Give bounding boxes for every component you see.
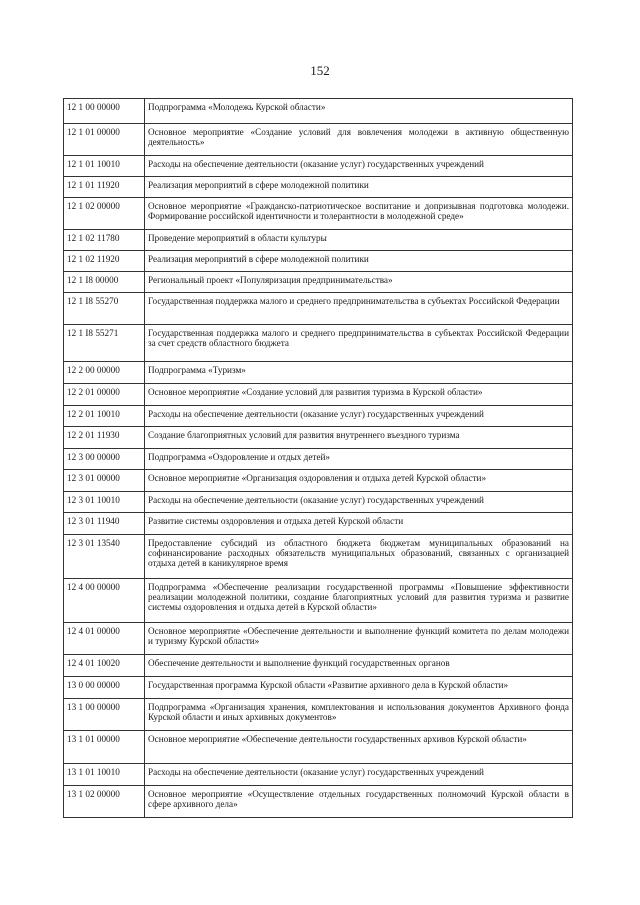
row-name: Расходы на обеспечение деятельности (оказание услуг) государственных учреждений (145, 156, 573, 177)
table-row (64, 699, 573, 731)
budget-classification-table (63, 98, 573, 818)
row-code: 12 1 02 00000 (64, 198, 145, 230)
table-row (64, 177, 573, 198)
row-code: 12 2 01 10010 (64, 406, 145, 427)
table-row (64, 362, 573, 384)
row-code: 12 3 01 13540 (64, 535, 145, 579)
table-row (64, 406, 573, 427)
row-name: Подпрограмма «Молодежь Курской области» (145, 99, 573, 124)
row-name: Основное мероприятие «Гражданско-патриотическое воспитание и допризывная подготовка молодежи. Формирование российской идентичности и толерантности в молодежной среде» (145, 198, 573, 230)
row-code: 13 1 00 00000 (64, 699, 145, 731)
row-code: 12 4 00 00000 (64, 579, 145, 623)
row-name: Предоставление субсидий из областного бюджета бюджетам муниципальных образований на софинансирование расходных обязательств муниципальных образований, связанных с организацией отдыха детей в каникулярное время (145, 535, 573, 579)
row-code: 12 4 01 00000 (64, 623, 145, 655)
row-code: 13 0 00 00000 (64, 677, 145, 699)
row-name: Основное мероприятие «Обеспечение деятельности и выполнение функций комитета по делам молодежи и туризму Курской области» (145, 623, 573, 655)
table-row (64, 198, 573, 230)
row-code: 12 3 00 00000 (64, 449, 145, 470)
row-code: 12 1 01 00000 (64, 124, 145, 156)
row-code: 12 1 02 11780 (64, 230, 145, 251)
table-row (64, 251, 573, 272)
table-row (64, 272, 573, 293)
table-row (64, 470, 573, 492)
table-row (64, 449, 573, 470)
table-row (64, 384, 573, 406)
row-name: Основное мероприятие «Осуществление отдельных государственных полномочий Курской области в сфере архивного дела» (145, 786, 573, 818)
row-code: 12 1 00 00000 (64, 99, 145, 124)
row-name: Государственная программа Курской области «Развитие архивного дела в Курской области» (145, 677, 573, 699)
table-row (64, 230, 573, 251)
table-row (64, 293, 573, 325)
row-code: 12 3 01 11940 (64, 513, 145, 535)
row-code: 12 1 I8 55271 (64, 325, 145, 362)
row-name: Расходы на обеспечение деятельности (оказание услуг) государственных учреждений (145, 406, 573, 427)
table-row (64, 492, 573, 513)
row-name: Региональный проект «Популяризация предпринимательства» (145, 272, 573, 293)
row-name: Реализация мероприятий в сфере молодежной политики (145, 251, 573, 272)
table-row (64, 156, 573, 177)
table-row (64, 623, 573, 655)
table-row (64, 677, 573, 699)
row-name: Реализация мероприятий в сфере молодежной политики (145, 177, 573, 198)
table-row (64, 786, 573, 818)
table-row (64, 513, 573, 535)
row-name: Основное мероприятие «Создание условий для развития туризма в Курской области» (145, 384, 573, 406)
row-code: 12 3 01 10010 (64, 492, 145, 513)
row-code: 12 1 I8 00000 (64, 272, 145, 293)
row-name: Подпрограмма «Организация хранения, комплектования и использования документов Архивного фонда Курской области и иных архивных документов» (145, 699, 573, 731)
row-code: 13 1 01 00000 (64, 731, 145, 764)
row-name: Подпрограмма «Обеспечение реализации государственной программы «Повышение эффективности реализации молодежной политики, создание благоприятных условий для развития туризма и развитие системы оздоровления и отдыха детей в Курской области» (145, 579, 573, 623)
row-name: Расходы на обеспечение деятельности (оказание услуг) государственных учреждений (145, 764, 573, 786)
table-row (64, 325, 573, 362)
table-row (64, 655, 573, 677)
table-row (64, 124, 573, 156)
row-code: 12 1 01 10010 (64, 156, 145, 177)
table-body (64, 99, 573, 818)
table-row (64, 764, 573, 786)
table-row (64, 535, 573, 579)
page-number: 152 (310, 63, 330, 78)
row-code: 13 1 02 00000 (64, 786, 145, 818)
row-name: Развитие системы оздоровления и отдыха детей Курской области (145, 513, 573, 535)
table-row (64, 731, 573, 764)
row-name: Проведение мероприятий в области культуры (145, 230, 573, 251)
table-row (64, 427, 573, 449)
row-name: Основное мероприятие «Организация оздоровления и отдыха детей Курской области» (145, 470, 573, 492)
row-name: Обеспечение деятельности и выполнение функций государственных органов (145, 655, 573, 677)
row-name: Создание благоприятных условий для развития внутреннего въездного туризма (145, 427, 573, 449)
row-code: 12 2 01 11930 (64, 427, 145, 449)
row-name: Основное мероприятие «Создание условий для вовлечения молодежи в активную общественную деятельность» (145, 124, 573, 156)
row-code: 12 1 I8 55270 (64, 293, 145, 325)
table-row (64, 99, 573, 124)
row-name: Основное мероприятие «Обеспечение деятельности государственных архивов Курской области» (145, 731, 573, 764)
row-code: 12 1 02 11920 (64, 251, 145, 272)
row-name: Подпрограмма «Оздоровление и отдых детей» (145, 449, 573, 470)
row-name: Государственная поддержка малого и среднего предпринимательства в субъектах Российской Федерации (145, 293, 573, 325)
row-name: Государственная поддержка малого и среднего предпринимательства в субъектах Российской Федерации за счет средств областного бюджета (145, 325, 573, 362)
row-code: 12 2 00 00000 (64, 362, 145, 384)
table-row (64, 579, 573, 623)
row-code: 12 4 01 10020 (64, 655, 145, 677)
row-name: Расходы на обеспечение деятельности (оказание услуг) государственных учреждений (145, 492, 573, 513)
row-code: 13 1 01 10010 (64, 764, 145, 786)
row-name: Подпрограмма «Туризм» (145, 362, 573, 384)
row-code: 12 3 01 00000 (64, 470, 145, 492)
row-code: 12 2 01 00000 (64, 384, 145, 406)
row-code: 12 1 01 11920 (64, 177, 145, 198)
